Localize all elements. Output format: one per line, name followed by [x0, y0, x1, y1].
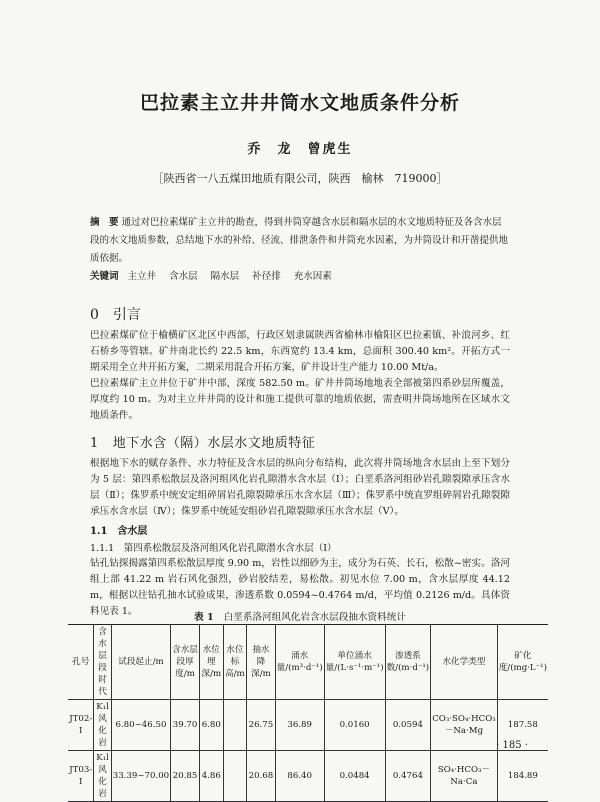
section-1-1-1-paragraph: 钻孔钻探揭露第四系松散层厚度 9.90 m，岩性以细砂为主，成分为石英、长石，松散~密实。洛河组上部 41.22 m 岩石风化强烈，砂岩胶结差，易松散。初见水位 7.00 m，含水层厚度 44.12 m，根据以往钻孔抽水试验成果，渗透系数 0.0594~0.4764 m/d，平均值 0.2126 m/d。具体资料见表 1。 — [90, 558, 510, 617]
table-header-cell: 涌水量/(m³·d⁻¹) — [275, 625, 324, 700]
table-header-cell: 水化学类型 — [431, 625, 497, 700]
table-cell: JT03-Ⅰ — [68, 751, 94, 802]
table-cell: 36.89 — [275, 700, 324, 751]
abstract-text: 通过对巴拉素煤矿主立井的勘查，得到井筒穿越含水层和隔水层的水文地质特征及各含水层段的水文地质参数，总结地下水的补给、径流、排泄条件和井筒充水因素，为井筒设计和开凿提供地质依据。 — [90, 217, 509, 264]
affiliation: ［陕西省一八五煤田地质有限公司，陕西 榆林 719000］ — [152, 172, 448, 185]
section-0-paragraph-2: 巴拉素煤矿主立井位于矿井中部，深度 582.50 m。矿井井筒场地地表全部被第四系砂层所覆盖，厚度约 10 m。为对主立井井筒的设计和施工提供可靠的地质依据，需查明井筒场地所在区域水文地质条件。 — [90, 378, 510, 421]
table-cell: 0.0484 — [324, 751, 385, 802]
section-1-1-1-heading — [90, 540, 336, 554]
table-row — [68, 700, 548, 751]
table-row — [68, 751, 548, 802]
table-caption-text: 白垩系洛河组风化岩含水层段抽水资料统计 — [223, 612, 406, 623]
keyword: 隔水层 — [210, 271, 240, 282]
table-cell — [223, 700, 247, 751]
table-cell — [223, 751, 247, 802]
authors: 乔 龙 曾虎生 — [247, 142, 353, 157]
table-header-cell: 水位埋深/m — [200, 625, 224, 700]
data-table — [68, 624, 548, 802]
section-1-number: 1 — [90, 436, 99, 451]
section-0-number: 0 — [90, 307, 99, 323]
table-cell: CO₃·SO₄·HCO₃－Na·Mg — [431, 700, 497, 751]
table-cell: SO₄·HCO₃－Na·Ca — [431, 751, 497, 802]
page-number: · 185 · — [496, 740, 528, 751]
table-cell: 20.68 — [247, 751, 275, 802]
section-0-heading — [90, 304, 141, 324]
keywords — [90, 268, 510, 282]
paper-title: 巴拉素主立井井筒水文地质条件分析 — [139, 92, 460, 114]
table-cell: 0.0160 — [324, 700, 385, 751]
section-1-title: 地下水含（隔）水层水文地质特征 — [112, 436, 316, 451]
table-cell: 0.0594 — [385, 700, 431, 751]
keywords-label: 关键词 — [90, 271, 119, 282]
table-header-cell: 单位涌水量/(L·s⁻¹·m⁻¹) — [324, 625, 385, 700]
table-header-row — [68, 625, 548, 700]
keyword: 主立井 — [127, 271, 157, 282]
table-cell: 33.39~70.00 — [111, 751, 170, 802]
section-1-1-1-number: 1.1.1 — [90, 543, 115, 554]
table-cell: 0.4764 — [385, 751, 431, 802]
table-cell: 184.89 — [497, 751, 548, 802]
section-1-1-title: 含水层 — [117, 526, 148, 537]
table-header-cell: 含水层段时代 — [94, 625, 111, 700]
table-header-cell: 渗透系数/(m·d⁻¹) — [385, 625, 431, 700]
table-cell: 6.80~46.50 — [111, 700, 170, 751]
table-cell: 86.40 — [275, 751, 324, 802]
section-0-title: 引言 — [112, 307, 141, 323]
table-cell: 39.70 — [171, 700, 200, 751]
keyword: 补径排 — [252, 271, 281, 282]
table-caption — [0, 609, 600, 623]
section-0-paragraph-1: 巴拉素煤矿位于榆横矿区北区中西部，行政区划隶属陕西省榆林市榆阳区巴拉素镇、补浪河乡、红石桥乡等管辖。矿井南北长约 22.5 km，东西宽约 13.4 km，总面积 300.40 km²。开拓方式一期采用全立井开拓方案，二期采用混合开拓方案，矿井设计生产能力 10.00 Mt/a。 — [90, 330, 510, 373]
table-header-cell: 水位标高/m — [223, 625, 247, 700]
table-cell: 26.75 — [247, 700, 275, 751]
table-header-cell: 抽水降深/m — [247, 625, 275, 700]
table-cell: K₁l 风化岩 — [94, 751, 111, 802]
section-1-1-1-title: 第四系松散层及洛河组风化岩孔隙潜水含水层（Ⅰ） — [123, 543, 337, 554]
abstract — [90, 214, 510, 268]
abstract-label: 摘 要 — [90, 217, 119, 228]
table-cell: 187.58 — [497, 700, 548, 751]
table-header-cell: 矿化度/(mg·L⁻¹) — [497, 625, 548, 700]
table-cell: 20.85 — [171, 751, 200, 802]
section-1-paragraph-1: 根据地下水的赋存条件、水力特征及含水层的纵向分布结构，此次将井筒场地含水层由上至下划分为 5 层：第四系松散层及洛河组风化岩孔隙潜水含水层（Ⅰ）；白垩系洛河组砂岩孔隙裂隙承压含水层（Ⅱ）；侏罗系中统安定组碎屑岩孔隙裂隙承压水含水层（Ⅲ）；侏罗系中统直罗组碎屑岩孔隙裂隙承压水含水层（Ⅳ）；侏罗系中统延安组砂岩孔隙裂隙承压水含水层（Ⅴ）。 — [90, 458, 510, 517]
section-1-1-number: 1.1 — [90, 526, 108, 537]
table-cell: K₁l 风化岩 — [94, 700, 111, 751]
table-caption-number: 表 1 — [194, 612, 214, 623]
table-header-cell: 试段起止/m — [111, 625, 170, 700]
section-1-1-heading — [90, 522, 147, 537]
table-header-cell: 孔号 — [68, 625, 94, 700]
section-1-heading — [90, 432, 315, 451]
table-cell: 6.80 — [200, 700, 224, 751]
keyword: 含水层 — [169, 271, 198, 282]
table-header-cell: 含水层段厚度/m — [171, 625, 200, 700]
keyword: 充水因素 — [293, 271, 332, 282]
table-cell: 4.86 — [200, 751, 224, 802]
table-cell: JT02-Ⅰ — [68, 700, 94, 751]
